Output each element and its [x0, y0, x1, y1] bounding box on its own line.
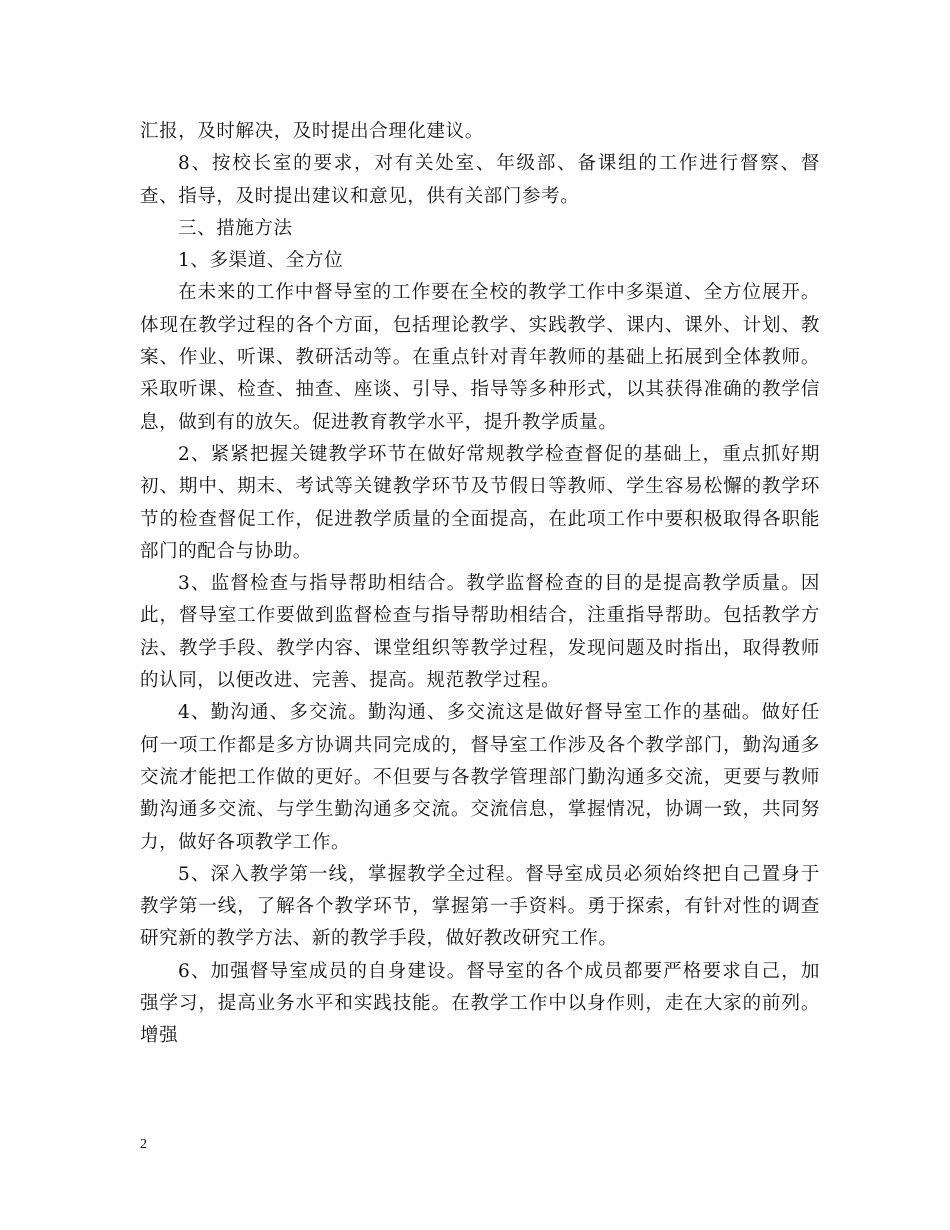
- paragraph: 5、深入教学第一线，掌握教学全过程。督导室成员必须始终把自己置身于教学第一线，了解各个教学环节，掌握第一手资料。勇于探索，有针对性的调查研究新的教学方法、新的教学手段，做好教改研究工作。: [140, 863, 820, 950]
- subsection-heading: 1、多渠道、全方位: [178, 250, 344, 272]
- paragraph: 4、勤沟通、多交流。勤沟通、多交流这是做好督导室工作的基础。做好任何一项工作都是多方协调共同完成的，督导室工作涉及各个教学部门，勤沟通多交流才能把工作做的更好。不但要与各教学管理部门勤沟通多交流，更要与教师勤沟通多交流、与学生勤沟通多交流。交流信息，掌握情况，协调一致，共同努力，做好各项教学工作。: [140, 702, 820, 853]
- page-number: 2: [140, 1137, 147, 1152]
- paragraph: 汇报，及时解决，及时提出合理化建议。: [140, 121, 484, 142]
- paragraph: 3、监督检查与指导帮助相结合。教学监督检查的目的是提高教学质量。因此，督导室工作要做到监督检查与指导帮助相结合，注重指导帮助。包括教学方法、教学手段、教学内容、课堂组织等教学过程，发现问题及时指出，取得教师的认同，以便改进、完善、提高。规范教学过程。: [140, 573, 820, 692]
- section-heading: 三、措施方法: [178, 217, 293, 239]
- paragraph: 8、按校长室的要求，对有关处室、年级部、备课组的工作进行督察、督查、指导，及时提出建议和意见，供有关部门参考。: [140, 153, 820, 207]
- paragraph: 在未来的工作中督导室的工作要在全校的教学工作中多渠道、全方位展开。体现在教学过程的各个方面，包括理论教学、实践教学、课内、课外、计划、教案、作业、听课、教研活动等。在重点针对青年教师的基础上拓展到全体教师。采取听课、检查、抽查、座谈、引导、指导等多种形式，以其获得准确的教学信息，做到有的放矢。促进教育教学水平，提升教学质量。: [140, 282, 820, 433]
- paragraph: 6、加强督导室成员的自身建设。督导室的各个成员都要严格要求自己，加强学习，提高业务水平和实践技能。在教学工作中以身作则，走在大家的前列。增强: [140, 960, 820, 1047]
- paragraph: 2、紧紧把握关键教学环节在做好常规教学检查督促的基础上，重点抓好期初、期中、期末、考试等关键教学环节及节假日等教师、学生容易松懈的教学环节的检查督促工作，促进教学质量的全面提高，在此项工作中要积极取得各职能部门的配合与协助。: [140, 443, 820, 562]
- document-body: [140, 116, 820, 1053]
